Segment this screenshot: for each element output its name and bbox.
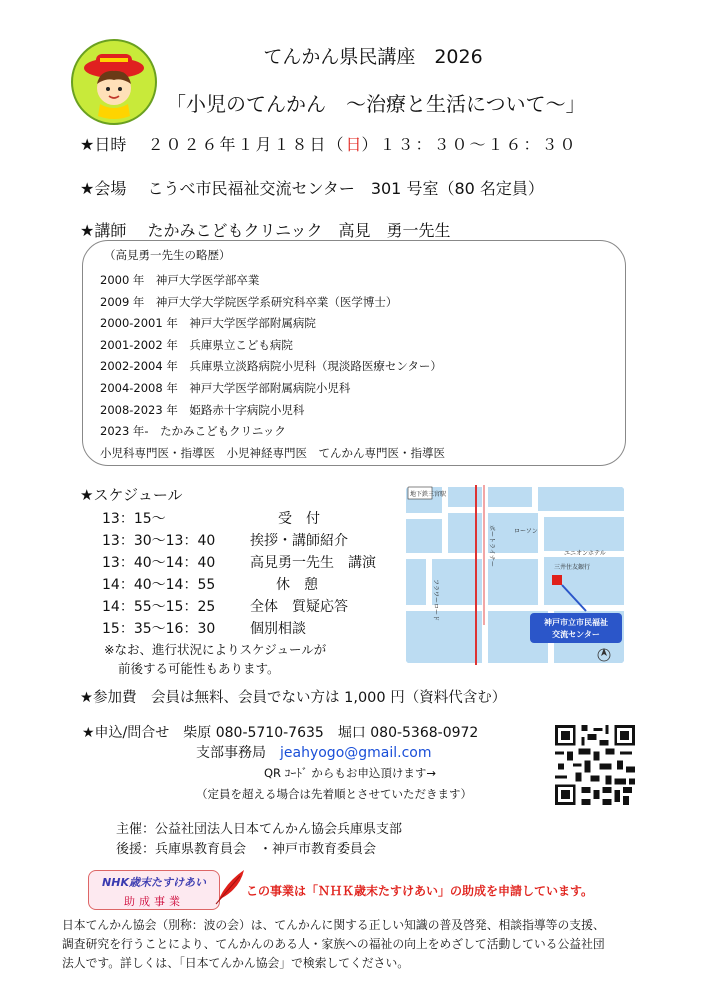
- career-item: 2002-2004 年 兵庫県立淡路病院小児科（現淡路医療センター）: [100, 359, 442, 374]
- schedule-time: 13：15～: [102, 511, 166, 527]
- date-label: ★日時: [80, 135, 127, 154]
- career-item: 2004-2008 年 神戸大学医学部附属病院小児科: [100, 380, 351, 395]
- nhk-badge: [88, 870, 220, 910]
- career-list: [100, 270, 445, 464]
- event-title: てんかん県民講座 2026: [263, 46, 483, 68]
- venue-value: こうべ市民福祉交流センター 301 号室（80 名定員）: [147, 179, 544, 198]
- career-item: 2008-2023 年 姫路赤十字病院小児科: [100, 402, 305, 417]
- date-value: ２０２６年１月１８日（: [147, 135, 346, 154]
- schedule-time: 15：35～16：30: [102, 621, 216, 637]
- qr-code-icon[interactable]: [552, 722, 638, 808]
- schedule-time: 14：40～14：55: [102, 577, 216, 593]
- map-lawson-label: ローソン: [514, 528, 538, 535]
- date-day: 日: [345, 135, 362, 154]
- schedule-time: 13：30～13：40: [102, 533, 216, 549]
- event-venue: [80, 176, 544, 199]
- email-link[interactable]: jeahyogo@gmail.com: [280, 745, 432, 761]
- map-road-label: フラワーロード: [432, 579, 439, 622]
- schedule-event: 個別相談: [250, 621, 306, 637]
- venue-marker: [552, 575, 562, 585]
- career-item: 2023 年- たかみこどもクリニック: [100, 424, 286, 439]
- schedule-time: 13：40～14：40: [102, 555, 216, 571]
- event-date: [80, 132, 578, 155]
- event-lecturer: [80, 218, 451, 241]
- schedule-note: 前後する可能性もあります。: [118, 661, 280, 676]
- schedule-event: 挨拶・講師紹介: [250, 533, 348, 549]
- schedule-title: ★スケジュール: [80, 486, 183, 504]
- contact-line: ★申込/問合せ 柴原 080-5710-7635 堀口 080-5368-0972: [82, 725, 479, 741]
- qr-note: QR ｺｰﾄﾞ からもお申込頂けます→: [264, 766, 436, 780]
- schedule-event: 受 付: [278, 511, 320, 527]
- footer-line: 日本てんかん協会（別称：波の会）は、てんかんに関する正しい知識の普及啓発、相談指導等の支援、: [62, 918, 605, 932]
- schedule-event: 全体 質疑応答: [250, 599, 348, 615]
- career-heading: （高見勇一先生の略歴）: [104, 248, 231, 262]
- office-line: [196, 742, 432, 762]
- nhk-badge-line1: NHK歳末たすけあい: [102, 876, 206, 889]
- lecturer-label: ★講師: [80, 221, 127, 240]
- schedule-note: ※なお、進行状況によりスケジュールが: [104, 642, 327, 657]
- date-time: ）１３：３０～１６：３０: [361, 135, 578, 154]
- map-station-label: 地下鉄三宮駅: [410, 491, 447, 498]
- nhk-badge-line2: 助成事業: [124, 895, 184, 908]
- footer-line: 法人です。詳しくは、「日本てんかん協会」で検索してください。: [62, 956, 410, 970]
- career-item: 2001-2002 年 兵庫県立こども病院: [100, 337, 293, 352]
- footer-description: [62, 916, 662, 973]
- schedule-time: 14：55～15：25: [102, 599, 216, 615]
- host-organizer: 主催：公益社団法人日本てんかん協会兵庫県支部: [116, 822, 403, 837]
- office-label: 支部事務局: [196, 745, 266, 761]
- map-bank-label: 三井住友銀行: [554, 564, 591, 571]
- map-hotel-label: ユニオンホテル: [564, 550, 606, 557]
- event-subtitle: 「小児のてんかん ～治療と生活について～」: [166, 92, 586, 116]
- career-item: 2009 年 神戸大学大学院医学系研究科卒業（医学博士）: [100, 294, 398, 309]
- nhk-notice: この事業は「ＮＨＫ歳末たすけあい」の助成を申請しています。: [246, 884, 594, 898]
- support-organizer: 後援：兵庫県教育員会 ・神戸市教育委員会: [116, 842, 377, 857]
- venue-callout-line2: 交流センター: [552, 630, 600, 639]
- red-feather-icon: [210, 866, 250, 906]
- fee-text: ★参加費 会員は無料、会員でない方は 1,000 円（資料代含む）: [80, 690, 507, 706]
- map-rail-label: ポートライナー: [488, 525, 495, 567]
- career-item: 2000-2001 年 神戸大学医学部附属病院: [100, 316, 316, 331]
- schedule-event: 休 憩: [276, 577, 318, 593]
- career-item: 2000 年 神戸大学医学部卒業: [100, 273, 260, 287]
- lecturer-value: たかみこどもクリニック 高見 勇一先生: [147, 221, 451, 240]
- venue-map: [404, 485, 626, 665]
- footer-line: 調査研究を行うことにより、てんかんのある人・家族への福祉の向上をめざして活動している公益社団: [62, 937, 605, 951]
- venue-callout-line1: 神戸市立市民福祉: [544, 618, 608, 627]
- capacity-note: （定員を超える場合は先着順とさせていただきます）: [196, 787, 472, 801]
- schedule-event: 高見勇一先生 講演: [250, 555, 376, 571]
- career-item: 小児科専門医・指導医 小児神経専門医 てんかん専門医・指導医: [100, 445, 445, 460]
- venue-label: ★会場: [80, 179, 127, 198]
